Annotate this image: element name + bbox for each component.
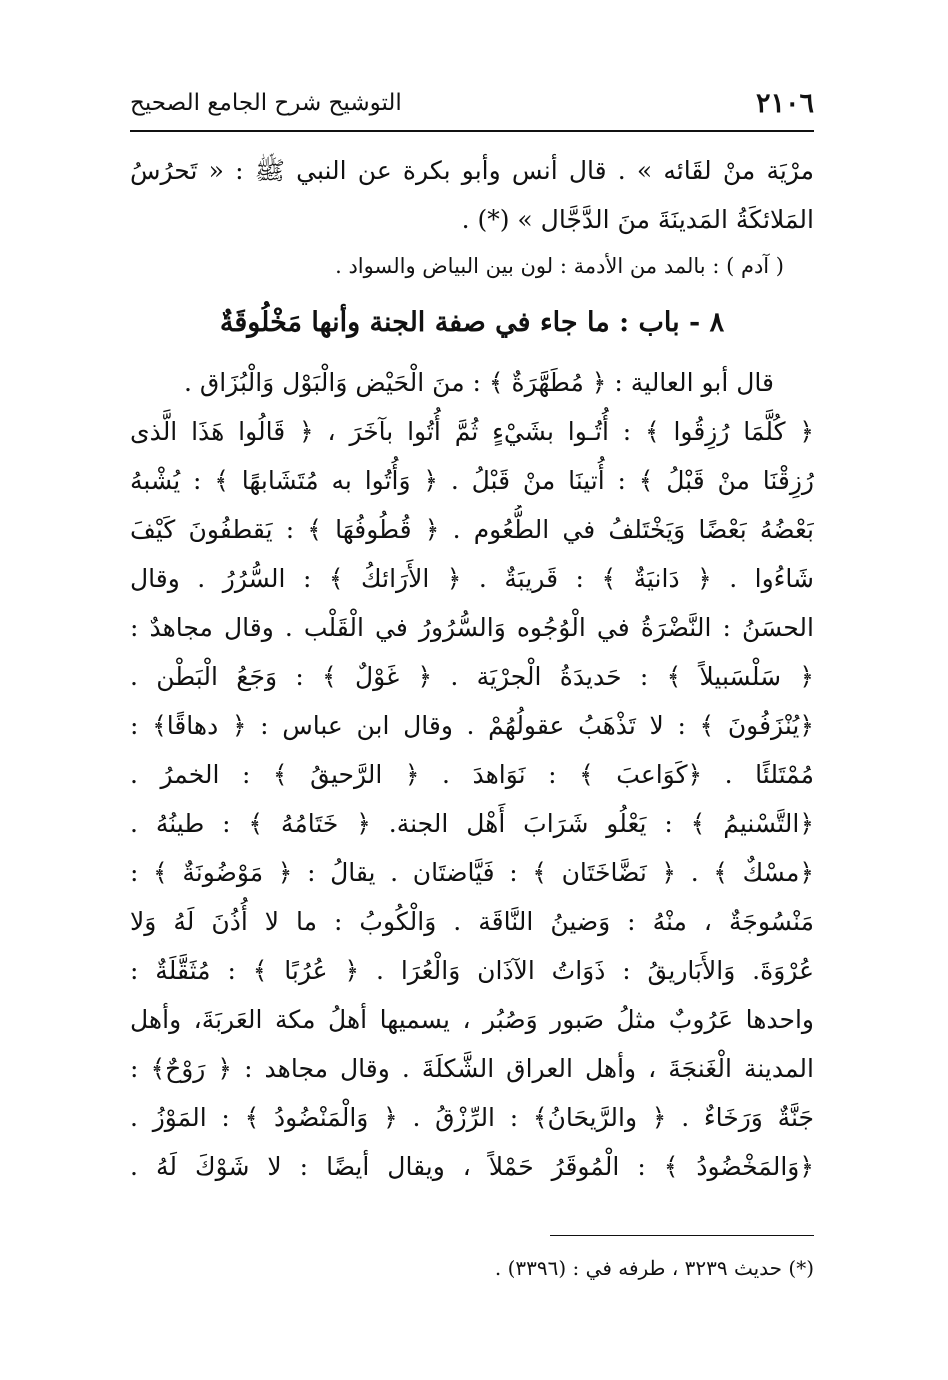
text-line: ﴿وَالمَخْضُودُ ﴾ : الْمُوقَرُ حَمْلاً ، ويقال أيضًا : لا شَوْكَ لَهُ . (130, 1152, 814, 1181)
text-line: ﴿ سَلْسَبيلاً ﴾ : حَديدَةُ الْجرْيَة . ﴿ غَوْلٌ ﴾ : وَجَعُ الْبَطْن . (130, 662, 814, 691)
text-line: قال أبو العالية : ﴿ مُطَهَّرَةٌ ﴾ : منَ الْحَيْض وَالْبَوْل وَالْبُزَاق . (184, 368, 774, 397)
text-line: رُزِقْنَا منْ قَبْلُ ﴾ : أُتينَا منْ قَبْلُ . ﴿ وَأُتُوا به مُتَشَابهًا ﴾ : يُشْبهُ (130, 466, 814, 495)
text-line: ﴿ كُلَّمَا رُزِقُوا ﴾ : أُتُـوا بشَيْءٍ ثُمَّ أُتُوا بآخَرَ ، ﴿ قَالُوا هَذَا الَّذى (130, 417, 814, 446)
text-line: مُمْتَلئًا . ﴿كَوَاعبَ ﴾ : نَوَاهدَ . ﴿ الرَّحيقُ ﴾ : الخمرُ . (130, 760, 814, 789)
page-body (130, 146, 814, 1191)
text-line: بَعْضُهُ بَعْضًا وَيَخْتَلفُ في الطُّعُوم . ﴿ قُطُوفُهَا ﴾ : يَقطفُونَ كَيْفَ (130, 515, 814, 544)
text-line: ﴿مسْكٌ ﴾ . ﴿ نَضَّاخَتَان ﴾ : فَيَّاضتَان . يقالُ : ﴿ مَوْضُونَةٌ ﴾ : (130, 858, 814, 887)
text-line: عُرْوَةَ. وَالأَبَاريقُ : ذَوَاتُ الآذَان وَالْعُرَا . ﴿ عُرُبًا ﴾ : مُثَقَّلَةٌ : (130, 956, 814, 985)
footnote: (*) حديث ٣٢٣٩ ، طرفه في : (٣٣٩٦) . (494, 1256, 814, 1280)
text-line: المدينة الْغَنجَةَ ، وأهل العراق الشَّكلَةَ . وقال مجاهد : ﴿ رَوْحٌ﴾ : (130, 1054, 814, 1083)
text-line: مرْيَة منْ لقَائه » . قال أنس وأبو بكرة عن النبي ﷺ : « تَحرُسُ (130, 156, 814, 185)
text-line: الحسَنُ : النَّضْرَةُ في الْوُجُوه وَالسُّرُورُ في الْقَلْب . وقال مجاهدٌ : (130, 613, 814, 642)
chapter-heading: ٨ - باب : ما جاء في صفة الجنة وأنها مَخْلُوقَةٌ (219, 307, 725, 338)
text-line: واحدها عَرُوبٌ مثلُ صَبور وَصُبُر ، يسميها أهلُ مكة العَربَةَ، وأهل (130, 1005, 814, 1034)
header-rule (130, 130, 814, 132)
page-header (130, 84, 814, 128)
text-line: ﴿التَّسْنيمُ ﴾ : يَعْلُو شَرَابَ أَهْل الجنة. ﴿ خَتَامُهُ ﴾ : طينُهُ . (130, 809, 814, 838)
text-line: مَنْسُوجَةٌ ، منْهُ : وَضينُ النَّاقَة . وَالْكُوبُ : ما لا أُذُنَ لَهُ وَلا (130, 907, 814, 936)
text-line: جَنَّةٌ وَرَخَاءٌ . ﴿ والرَّيحَانُ﴾ : الرِّزْقُ . ﴿ وَالْمَنْضُودُ ﴾ : المَوْزُ . (130, 1103, 814, 1132)
gloss-note: ( آدم ) : بالمد من الأدمة : لون بين البياض والسواد . (335, 254, 784, 278)
main-paragraph (130, 358, 814, 1191)
running-title: التوشيح شرح الجامع الصحيح (130, 90, 402, 116)
opening-paragraph (130, 146, 814, 244)
text-line: ﴿يُنْزَفُونَ ﴾ : لا تَذْهَبُ عقولُهُمْ . وقال ابن عباس : ﴿ دهاقًا﴾ : (130, 711, 814, 740)
text-line: المَلائكَةُ المَدينَةَ منَ الدَّجَّال » (*) . (461, 205, 814, 234)
page-number: ٢١٠٦ (755, 88, 814, 119)
footnote-rule (550, 1235, 814, 1236)
text-line: شَاءُوا . ﴿ دَانيَةٌ ﴾ : قَريبَةٌ . ﴿ الأَرَائكُ ﴾ : السُّرُرُ . وقال (130, 564, 814, 593)
